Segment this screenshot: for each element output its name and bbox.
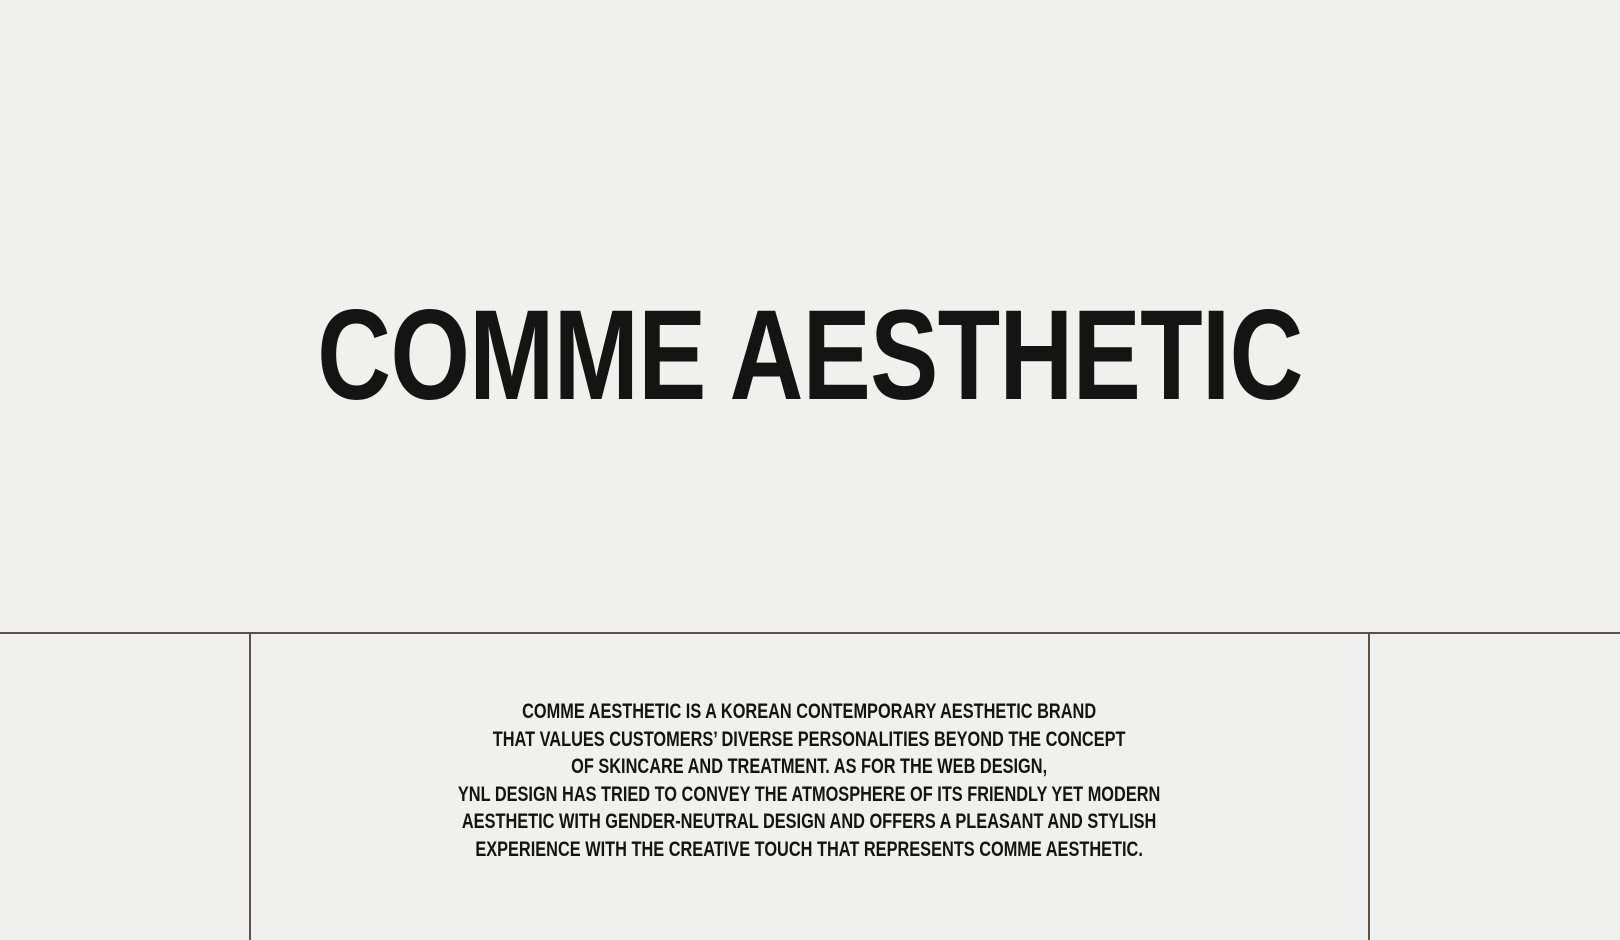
about-line: EXPERIENCE WITH THE CREATIVE TOUCH THAT REPRESENTS COMME AESTHETIC. [475,836,1144,861]
about-line: COMME AESTHETIC IS A KOREAN CONTEMPORARY AESTHETIC BRAND [522,699,1097,723]
lower-section [0,634,1620,940]
brand-description [458,634,1160,864]
about-line: THAT VALUES CUSTOMERS’ DIVERSE PERSONALITIES BEYOND THE CONCEPT [493,726,1126,751]
brand-title: COMME AESTHETIC [317,284,1303,427]
left-column [0,634,251,940]
about-line: YNL DESIGN HAS TRIED TO CONVEY THE ATMOSPHERE OF ITS FRIENDLY YET MODERN [458,781,1161,806]
about-line: AESTHETIC WITH GENDER-NEUTRAL DESIGN AND OFFERS A PLEASANT AND STYLISH [462,809,1157,834]
right-column [1368,634,1620,940]
center-column [251,634,1368,940]
about-line: OF SKINCARE AND TREATMENT. AS FOR THE WEB DESIGN, [571,754,1048,779]
